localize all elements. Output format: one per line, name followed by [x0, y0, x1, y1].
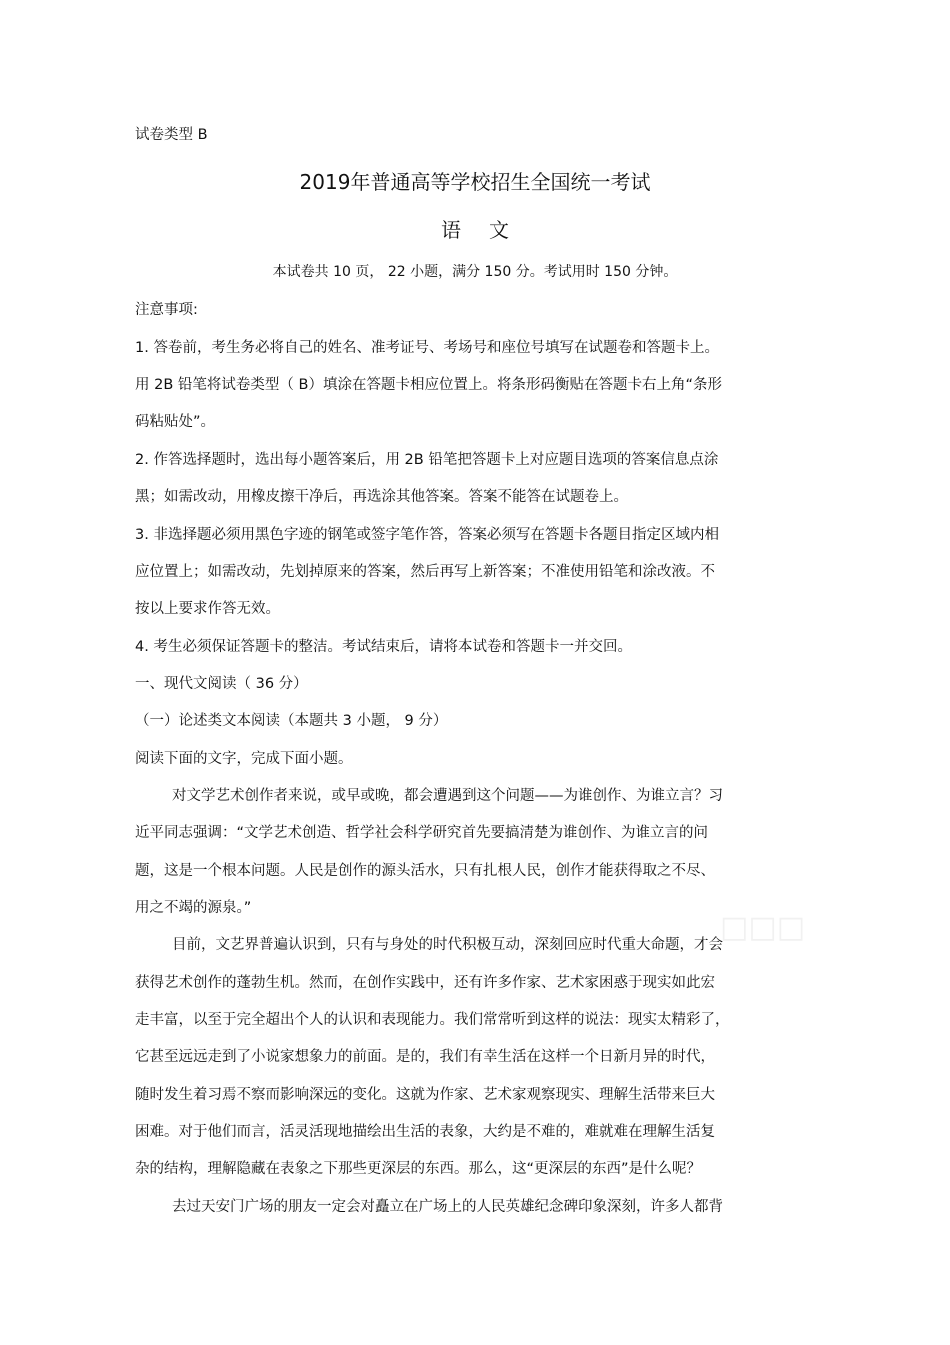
passage-line: 杂的结构，理解隐藏在表象之下那些更深层的东西。那么，这“更深层的东西”是什么呢？: [135, 1161, 702, 1177]
notice-item: 3. 非选择题必须用黑色字迹的钢笔或签字笔作答，答案必须写在答题卡各题目指定区域内相: [135, 527, 719, 543]
passage-line: 它甚至远远走到了小说家想象力的前面。是的，我们有幸生活在这样一个日新月异的时代，: [135, 1049, 715, 1065]
notice-item: 2. 作答选择题时，选出每小题答案后，用 2B 铅笔把答题卡上对应题目选项的答案信息点涂: [135, 452, 719, 468]
reading-instruction: 阅读下面的文字，完成下面小题。: [135, 751, 353, 767]
notice-item: 用 2B 铅笔将试卷类型（ B）填涂在答题卡相应位置上。将条形码衡贴在答题卡右上角“条形: [135, 377, 722, 393]
passage-line: 对文学艺术创作者来说，或早或晚，都会遭遇到这个问题——为谁创作、为谁立言？习: [172, 788, 723, 804]
notice-heading: 注意事项:: [135, 302, 198, 318]
notice-item: 应位置上；如需改动，先划掉原来的答案，然后再写上新答案；不准使用铅笔和涂改液。不: [135, 564, 715, 580]
passage-line: 困难。对于他们而言，活灵活现地描绘出生活的表象，大约是不难的，难就难在理解生活复: [135, 1124, 715, 1140]
faint-watermark: □□□: [720, 910, 806, 945]
paper-type-label: 试卷类型 B: [135, 127, 208, 143]
passage-line: 目前，文艺界普遍认识到，只有与身处的时代积极互动，深刻回应时代重大命题，才会: [172, 937, 723, 953]
notice-item: 码粘贴处”。: [135, 414, 216, 430]
passage-line: 去过天安门广场的朋友一定会对矗立在广场上的人民英雄纪念碑印象深刻，许多人都背: [172, 1199, 723, 1215]
subject-title: 语文: [441, 218, 537, 242]
exam-title: 2019年普通高等学校招生全国统一考试: [299, 170, 651, 194]
section-heading: 一、现代文阅读（ 36 分）: [135, 676, 308, 692]
section-subheading: （一）论述类文本阅读（本题共 3 小题， 9 分）: [135, 713, 448, 729]
notice-item: 按以上要求作答无效。: [135, 601, 280, 617]
passage-line: 近平同志强调：“文学艺术创造、哲学社会科学研究首先要搞清楚为谁创作、为谁立言的问: [135, 825, 709, 841]
notice-item: 4. 考生必须保证答题卡的整洁。考试结束后，请将本试卷和答题卡一并交回。: [135, 639, 632, 655]
passage-line: 随时发生着习焉不察而影响深远的变化。这就为作家、艺术家观察现实、理解生活带来巨大: [135, 1087, 715, 1103]
notice-item: 1. 答卷前，考生务必将自己的姓名、准考证号、考场号和座位号填写在试题卷和答题卡上。: [135, 340, 719, 356]
passage-line: 题，这是一个根本问题。人民是创作的源头活水，只有扎根人民，创作才能获得取之不尽、: [135, 863, 715, 879]
passage-line: 用之不竭的源泉。”: [135, 900, 252, 916]
passage-line: 获得艺术创作的蓬勃生机。然而，在创作实践中，还有许多作家、艺术家困惑于现实如此宏: [135, 975, 715, 991]
passage-line: 走丰富，以至于完全超出个人的认识和表现能力。我们常常听到这样的说法：现实太精彩了，: [135, 1012, 730, 1028]
notice-item: 黑；如需改动，用橡皮擦干净后，再选涂其他答案。答案不能答在试题卷上。: [135, 489, 628, 505]
exam-info: 本试卷共 10 页， 22 小题，满分 150 分。考试用时 150 分钟。: [272, 264, 678, 280]
